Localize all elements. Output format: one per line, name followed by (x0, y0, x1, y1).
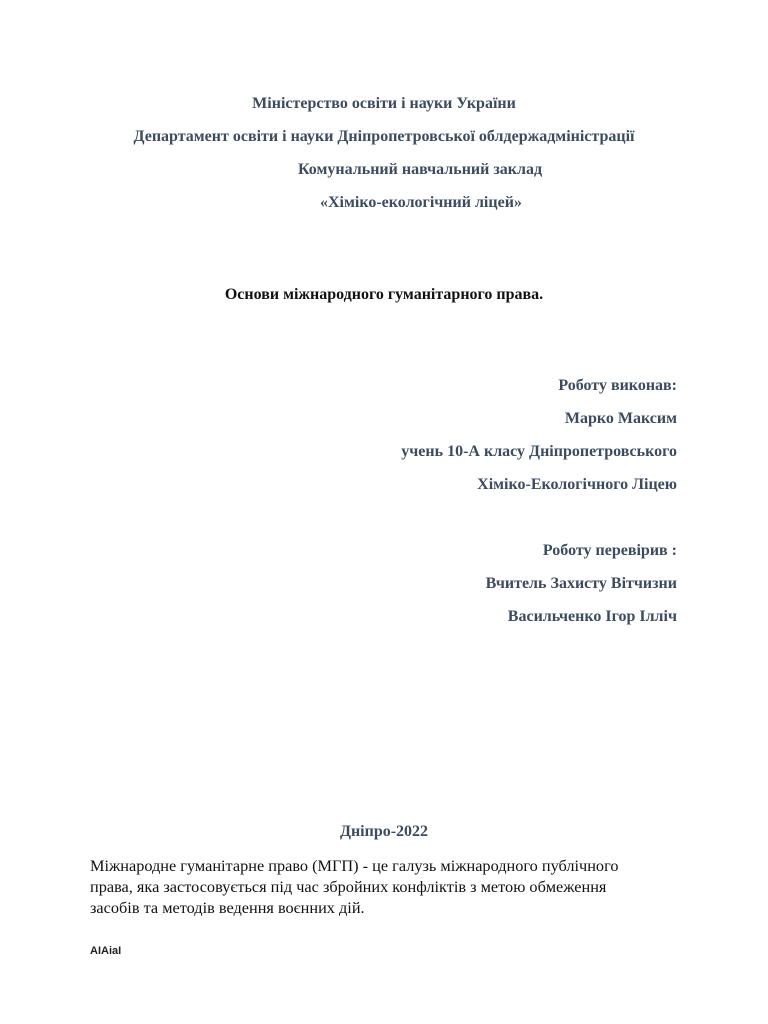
department-heading: Департамент освіти і науки Дніпропетровської облдержадміністрації (133, 128, 635, 145)
author-school-line: Хіміко-Екологічного Ліцею (477, 476, 677, 493)
author-class-line: учень 10-А класу Дніпропетровського (401, 443, 677, 460)
ministry-heading: Міністерство освіти і науки України (252, 95, 516, 112)
author-label: Роботу виконав: (558, 377, 677, 394)
author-name: Марко Максим (564, 410, 677, 427)
reviewer-label: Роботу перевірив : (542, 542, 677, 559)
body-line-1: Міжнародне гуманітарне право (МГП) - це галузь міжнародного публічного (90, 856, 619, 875)
reviewer-name: Васильченко Ігор Ілліч (507, 608, 677, 625)
institution-heading: Комунальний навчальний заклад (298, 161, 543, 178)
city-year: Дніпро-2022 (339, 823, 429, 840)
reviewer-role: Вчитель Захисту Вітчизни (485, 575, 677, 592)
lyceum-heading: «Хіміко-екологічний ліцей» (320, 194, 522, 211)
body-line-2: права, яка застосовується під час збройних конфліктів з метою обмеження (90, 877, 607, 896)
body-line-3: засобів та методів ведення воєнних дій. (90, 898, 365, 917)
document-title: Основи міжнародного гуманітарного права. (224, 286, 544, 303)
footer-mark: AIAiaI (90, 945, 122, 957)
